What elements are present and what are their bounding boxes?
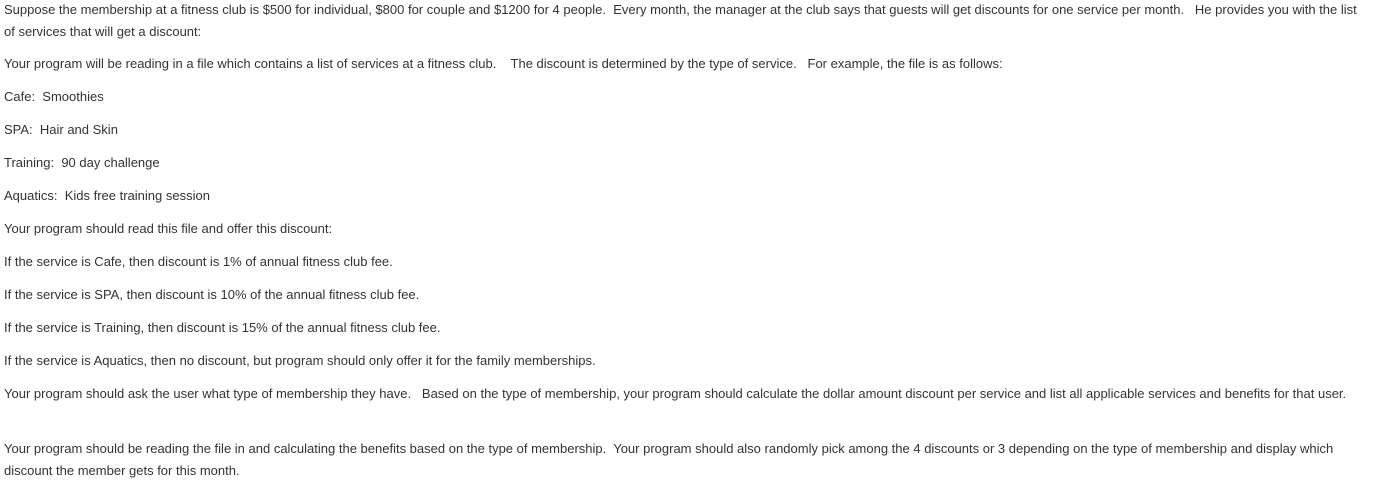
discount-rule-aquatics: If the service is Aquatics, then no discount, but program should only offer it for the family memberships.: [4, 353, 596, 368]
membership-question-paragraph: Your program should ask the user what type of membership they have. Based on the type of membership, your program should calculate the dollar amount discount per service and list all applicable services and benefits for that user.: [4, 386, 1347, 401]
discount-intro-paragraph: Your program should read this file and offer this discount:: [4, 221, 333, 236]
service-line-training: Training: 90 day challenge: [4, 155, 160, 170]
random-discount-paragraph: Your program should be reading the file in and calculating the benefits based on the type of membership. Your program should also randomly pick among the 4 discounts or 3 depending on the type of membership and display which discount the member gets for this month.: [4, 441, 1337, 478]
service-line-spa: SPA: Hair and Skin: [4, 122, 118, 137]
discount-rule-training: If the service is Training, then discount is 15% of the annual fitness club fee.: [4, 320, 441, 335]
service-line-cafe: Cafe: Smoothies: [4, 89, 104, 104]
service-line-aquatics: Aquatics: Kids free training session: [4, 188, 210, 203]
discount-rule-cafe: If the service is Cafe, then discount is 1% of annual fitness club fee.: [4, 254, 393, 269]
file-description-paragraph: Your program will be reading in a file which contains a list of services at a fitness club. The discount is determined by the type of service. For example, the file is as follows:: [4, 56, 1003, 71]
intro-paragraph: Suppose the membership at a fitness club is $500 for individual, $800 for couple and $1200 for 4 people. Every month, the manager at the club says that guests will get discounts for one service per month. He provides you with the list of services that will get a discount:: [4, 2, 1361, 39]
discount-rule-spa: If the service is SPA, then discount is 10% of the annual fitness club fee.: [4, 287, 420, 302]
